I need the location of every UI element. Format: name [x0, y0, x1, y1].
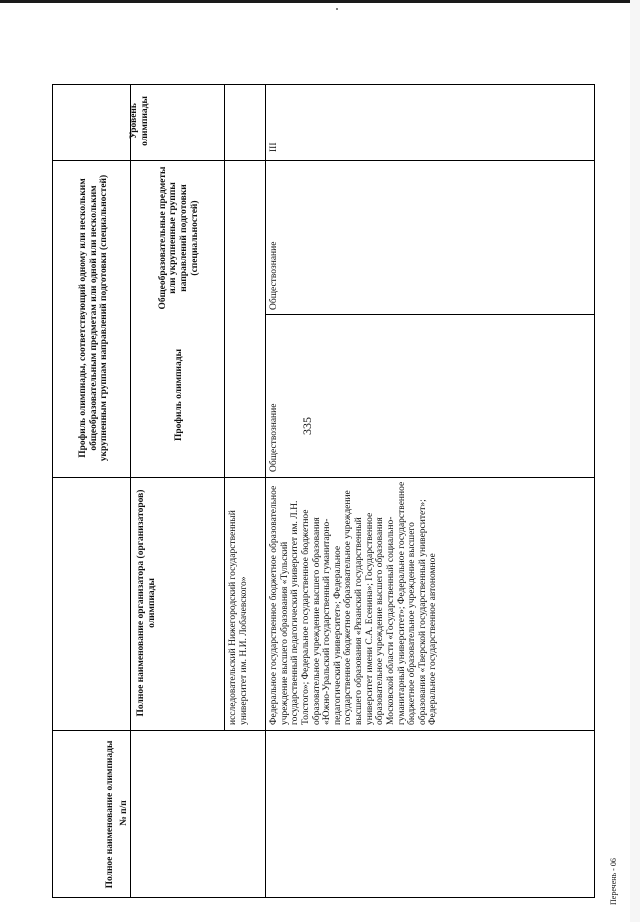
cell-organizer-row2: Федеральное государственное бюджетное образовательное учреждение высшего образования «Тульский государственный педагогический университет им. Л.Н. Толстого»; Федеральное государственное бюджетное образовательное учреждение высшего образования «Южно-Уральский государственный гуманитарно-педагогический университет»; Федеральное государственное бюджетное образовательное учреждение высшего образования «Рязанский государственный университет имени С.А. Есенина»; Государственное образовательное учреждение высшего образования Московской области «Государственный социально-гуманитарный университет»; Федеральное государственное бюджетное образовательное учреждение высшего образования «Тверской государственный университет»; Федеральное государственное автономное: [269, 481, 439, 725]
header-olympiad-name: Полное наименование олимпиады: [104, 740, 115, 889]
page-number: 335: [300, 417, 314, 435]
header-num: № п/п: [118, 800, 129, 826]
cell-level-row2: III: [269, 142, 279, 152]
grid-line: [265, 314, 595, 315]
header-profile-group: Профиль олимпиады, соответствующий одному или нескольким общеобразовательным предметам или одной или нескольким укрупненным группам направлений подготовки (специальностей): [78, 174, 110, 462]
footer-label: Перечень - 06: [609, 858, 618, 905]
header-subjects: Общеобразовательные предметы или укрупненные группы направлений подготовки (специальностей): [157, 166, 200, 310]
cell-subjects-row2: Обществознание: [269, 241, 279, 310]
grid-line: [52, 730, 595, 731]
header-level: Уровень олимпиады: [129, 96, 150, 146]
grid-line: [224, 477, 225, 730]
grid-line: [52, 160, 595, 161]
scan-right-edge: [630, 0, 640, 922]
cell-organizer-row1: исследовательский Нижегородский государственный университет им. Н.И. Лобачевского»: [228, 510, 249, 725]
scan-top-border: [0, 0, 640, 3]
header-profile: Профиль олимпиады: [173, 348, 184, 442]
cell-profile-row2: Обществознание: [269, 403, 279, 472]
header-organizer: Полное наименование организатора (организаторов) олимпиады: [136, 489, 157, 717]
scan-speck: [336, 8, 338, 10]
